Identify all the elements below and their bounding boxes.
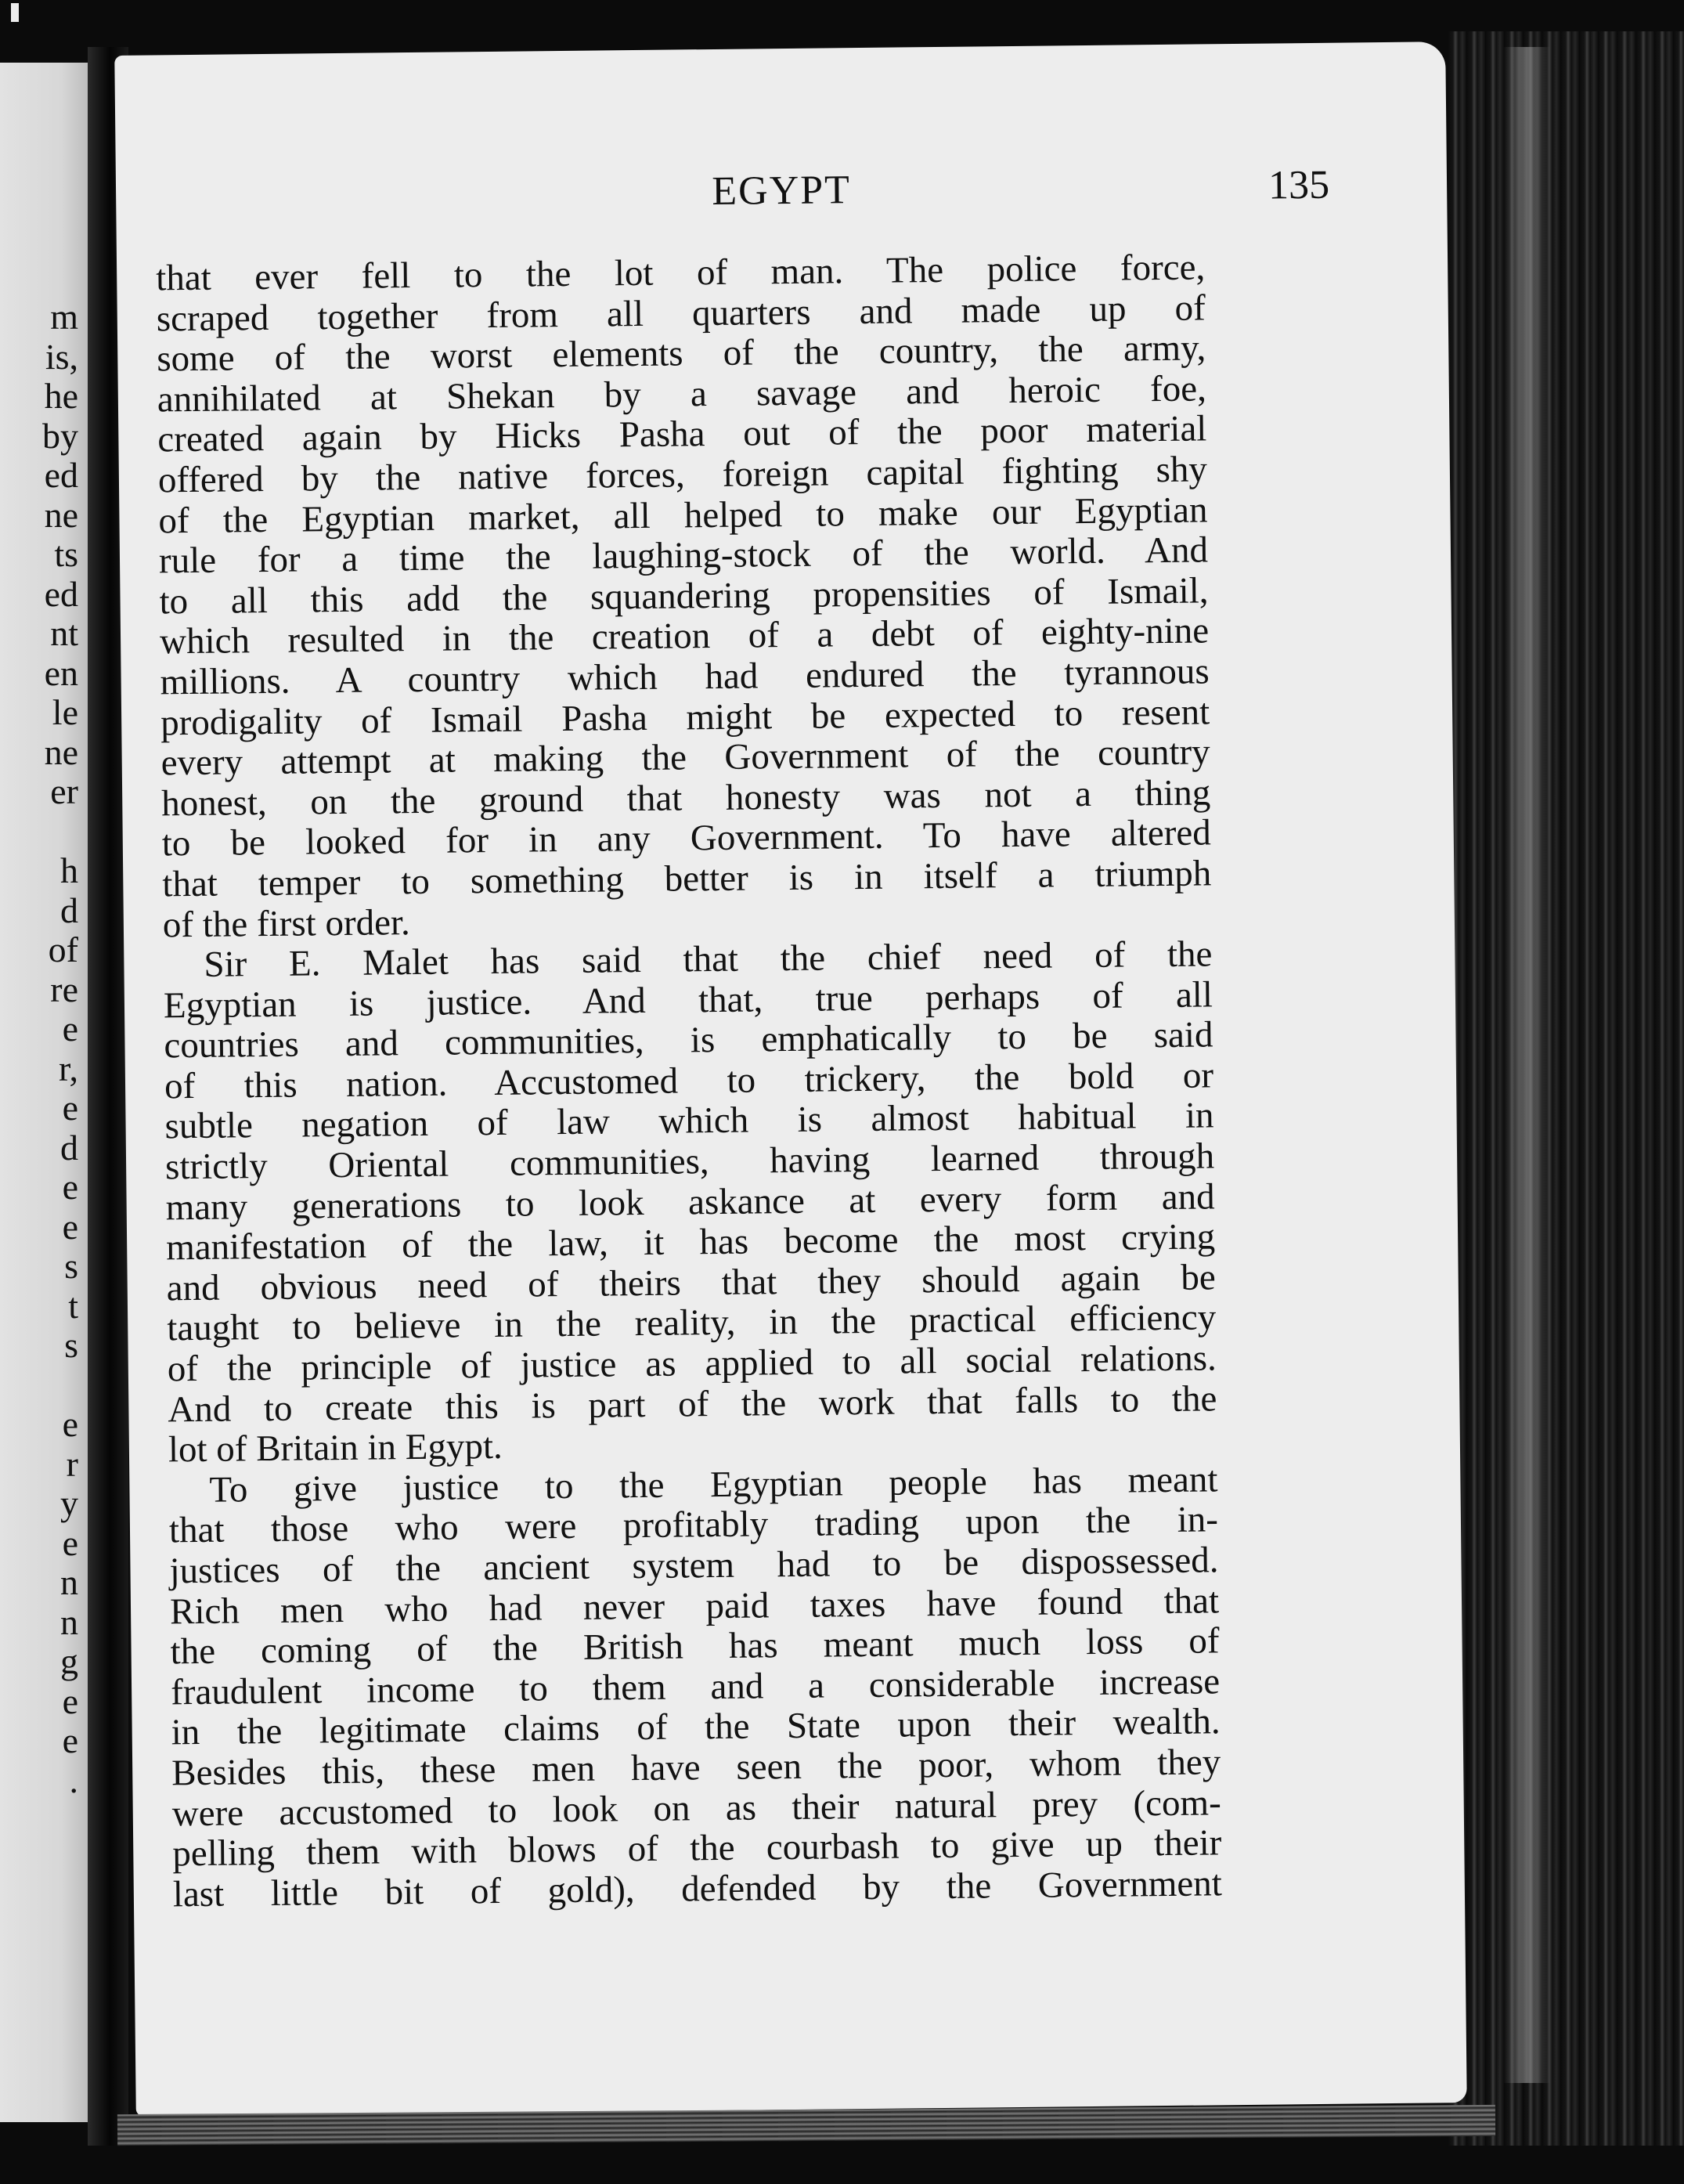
previous-page-fragment: of [48, 930, 78, 969]
text-line: to all this add the squandering propensities of Ismail, [159, 570, 1209, 623]
page-header [116, 161, 1448, 237]
previous-page-fragment [0, 1366, 78, 1406]
previous-page-fragment: y [60, 1483, 78, 1523]
running-head: EGYPT [712, 168, 852, 214]
previous-page-fragment: le [52, 692, 78, 732]
previous-page-fragment: ts [54, 534, 78, 574]
previous-page-fragment: h [60, 850, 78, 890]
previous-page-fragment: nt [50, 613, 78, 653]
text-line: in the legitimate claims of the State upon their wealth. [171, 1701, 1221, 1753]
previous-page-fragment: n [60, 1601, 78, 1642]
text-line: offered by the native forces, foreign capital fighting shy [157, 449, 1208, 501]
text-line: scraped together from all quarters and made up of [156, 287, 1206, 340]
previous-page-fragment: is, [45, 336, 78, 377]
previous-page-fragment: e [62, 1680, 78, 1721]
previous-page-fragment: e [62, 1167, 78, 1207]
previous-page-fragment: en [44, 652, 78, 693]
text-line: fraudulent income to them and a considerable increase [170, 1661, 1221, 1713]
previous-page-fragment: s [64, 1246, 78, 1286]
previous-page [0, 63, 88, 2122]
book-fore-edge [1448, 31, 1684, 2146]
previous-page-fragment [0, 812, 78, 852]
previous-page-fragment: by [42, 415, 78, 456]
text-line: of the Egyptian market, all helped to make our Egyptian [158, 489, 1208, 541]
previous-page-fragment: r, [59, 1048, 78, 1088]
previous-page-fragment: s [64, 1325, 78, 1365]
text-line: Besides this, these men have seen the poor, whom they [171, 1742, 1221, 1794]
text-line: taught to believe in the reality, in the practical efficiency [167, 1297, 1217, 1349]
text-line: the coming of the British has meant much loss of [170, 1620, 1220, 1673]
text-line: subtle negation of law which is almost habitual in [164, 1095, 1214, 1147]
previous-page-fragment: ne [44, 731, 78, 772]
text-line: prodigality of Ismail Pasha might be expected to resent [160, 691, 1210, 743]
body-text [156, 247, 1222, 1915]
text-line: were accustomed to look on as their natural prey (com- [171, 1781, 1221, 1834]
text-line: Egyptian is justice. And that, true perhaps of all [163, 974, 1213, 1027]
text-line: rule for a time the laughing-stock of the world. And [158, 529, 1209, 582]
scan-corner-mark [11, 3, 19, 22]
text-line: Sir E. Malet has said that the chief need of the [204, 933, 1213, 985]
previous-page-fragment: g [60, 1641, 78, 1681]
previous-page-fragment: t [68, 1285, 78, 1326]
text-line: annihilated at Shekan by a savage and heroic foe, [157, 368, 1207, 421]
text-line: that temper to something better is in itself a triumph [162, 853, 1212, 905]
text-line: many generations to look askance at every form and [165, 1175, 1215, 1229]
text-line: pelling them with blows of the courbash to give up their [172, 1822, 1222, 1875]
fore-edge-highlight [1503, 47, 1550, 2083]
text-line: honest, on the ground that honesty was not a thing [160, 772, 1211, 825]
text-line: justices of the ancient system had to be dispossessed. [169, 1540, 1219, 1592]
text-line: of the first order. [162, 901, 411, 945]
previous-page-fragment: d [60, 890, 78, 930]
text-line: countries and communities, is emphatically to be said [164, 1014, 1213, 1067]
text-line: which resulted in the creation of a debt of eighty-nine [159, 610, 1210, 662]
previous-page-fragment: e [62, 1720, 78, 1760]
text-line: created again by Hicks Pasha out of the poor material [157, 408, 1207, 460]
previous-page-fragment: ed [44, 455, 78, 495]
previous-page-fragment: er [50, 771, 78, 811]
text-line: Rich men who had never paid taxes have found that [169, 1579, 1220, 1632]
text-line: that ever fell to the lot of man. The police force, [155, 247, 1206, 299]
previous-page-fragment: ed [44, 573, 78, 614]
text-line: and obvious need of theirs that they should again be [166, 1257, 1216, 1309]
text-line: every attempt at making the Government of the country [160, 731, 1210, 784]
text-line: To give justice to the Egyptian people has meant [209, 1459, 1218, 1511]
text-line: that those who were profitably trading upon the in- [168, 1499, 1219, 1551]
previous-page-text-edge [0, 297, 78, 1800]
text-line: manifestation of the law, it has become the most crying [165, 1216, 1216, 1269]
previous-page-fragment: d [60, 1127, 78, 1168]
previous-page-fragment: m [50, 297, 78, 337]
previous-page-fragment: he [44, 376, 78, 416]
previous-page-fragment: e [62, 1404, 78, 1444]
text-line: some of the worst elements of the country, the army, [157, 327, 1206, 380]
text-line: last little bit of gold), defended by the Government [172, 1863, 1223, 1915]
text-line: millions. A country which had endured the tyrannous [160, 651, 1210, 703]
text-line: lot of Britain in Egypt. [168, 1426, 503, 1471]
previous-page-fragment: re [50, 969, 78, 1009]
text-line: to be looked for in any Government. To have altered [161, 812, 1212, 865]
previous-page-fragment: n [60, 1562, 78, 1602]
page-number: 135 [1268, 162, 1330, 208]
text-line: strictly Oriental communities, having learned through [164, 1135, 1215, 1188]
text-line: of this nation. Accustomed to trickery, the bold or [164, 1055, 1214, 1107]
previous-page-fragment: e [62, 1088, 78, 1128]
text-line: And to create this is part of the work that falls to the [168, 1377, 1217, 1430]
previous-page-fragment: ne [44, 494, 78, 535]
book-page [114, 42, 1466, 2117]
previous-page-fragment: e [62, 1009, 78, 1049]
previous-page-fragment: r [66, 1443, 78, 1484]
previous-page-fragment: . [69, 1760, 78, 1800]
text-line: of the principle of justice as applied to all social relations. [167, 1337, 1217, 1390]
previous-page-fragment: e [62, 1522, 78, 1563]
previous-page-fragment: e [62, 1206, 78, 1247]
